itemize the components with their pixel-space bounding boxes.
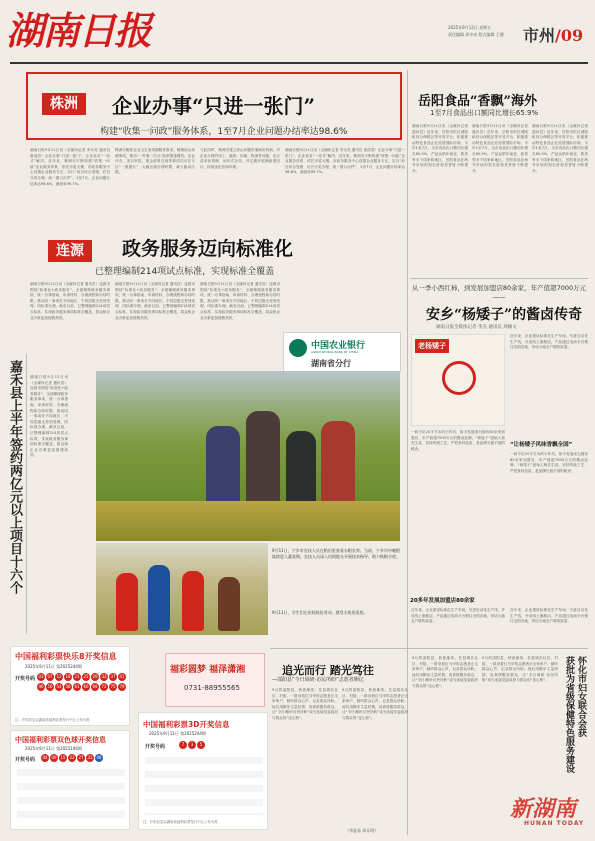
- lottery-ball: 22: [69, 755, 75, 760]
- bottom-body-3: 9月的邵阳县，秋意渐浓。在县城各社区、村组，一群身着红马甲的志愿者正走家串户，倾听群众心声，记录群众所盼。他们用脚步丈量民情，用真情服务群众，让“今日调研·访民所盼”成为连接党委政府与群众的“连心桥”。: [412, 656, 478, 688]
- right-top-body-2: 湖南日报9月11日讯（全媒体记者 通讯员）近年来，岳阳市依托城陵矶综合保税区等开放平台，积极推动特色食品企业拓展国际市场。今年1至7月，全市食品出口额同比增长65.9%，产品远销东南亚、欧美等多个国家和地区，岳阳食品在海外市场的知名度和美誉度不断提升。: [472, 124, 528, 173]
- right-mid-intro: 从一季小西红柿，到发展加盟店80余家，年产值超7000万元——: [411, 284, 587, 301]
- lottery-ball: 50: [47, 684, 53, 689]
- lottery-ball: 54: [56, 684, 62, 689]
- lottery-ball: 07: [47, 674, 53, 679]
- bank-ad: [283, 332, 401, 372]
- lottery-ball: 33: [101, 674, 107, 679]
- lottery-1-meta: 2025年9月11日 第2025244期: [25, 664, 82, 669]
- lottery-2-table: [17, 769, 125, 825]
- lottery-ball: 37: [110, 674, 116, 679]
- lottery-ball: 66: [83, 684, 89, 689]
- lottery-3-title: 中国福利彩票3D开奖信息: [143, 720, 230, 729]
- lottery-ball: 72: [101, 684, 107, 689]
- vertical-body: 湖南日报9月11日讯（全媒体记者 通讯员）连源市围绕“标准化+政务服务”，全面梳理政务服务事项，统一办事指南、申请材料、办理流程和办结时限，推动同一事项在不同地区、不同层级无差别受理、同标准办理。截至目前，已整理编制214项试点标准，实现政务服务事项标准全覆盖，群众和企业办事更加便捷高效。: [30, 375, 68, 458]
- lottery-3-label: 开奖号码: [145, 744, 166, 750]
- masthead-logo: 湖南日报: [6, 8, 151, 53]
- lottery-ball: 7: [179, 741, 187, 749]
- photo-foreground-rice: [96, 501, 400, 541]
- lottery-1-numbers: [37, 673, 127, 693]
- bank-name: 中国农业银行: [311, 341, 366, 351]
- divider-bottom: [270, 648, 588, 649]
- right-top-subhead: 1至7月食品出口额同比增长65.9%: [430, 109, 539, 117]
- lottery-ball: 69: [92, 684, 98, 689]
- lead-body-2: 株洲市聚焦企业全生命周期服务需求，梳理涉企高频事项，推动“一件事一次办”改革提速增效。企业开办、项目审批、惠企政策兑现等事项均可在专区“一窗通办”，大幅压缩办理时限、减少跑动次数。: [115, 148, 195, 175]
- person-figure: [116, 573, 138, 631]
- bottom-body-2: 9月的邵阳县，秋意渐浓。在县城各社区、村组，一群身着红马甲的志愿者正走家串户，倾听群众心声，记录群众所盼。他们用脚步丈量民情，用真情服务群众，让“今日调研·访民所盼”成为连接党委政府与群众的“连心桥”。: [342, 688, 408, 720]
- right-mid-subheading-2: 20多年发展加盟店80余家: [410, 598, 475, 604]
- story2-tag: 连源: [48, 240, 92, 262]
- photo-caption-2: 9月11日，学生们在田间体验劳动，感受丰收的喜悦。: [272, 610, 368, 615]
- story2-body-1: 湖南日报9月11日讯（全媒体记者 通讯员）连源市围绕“标准化+政务服务”，全面梳理政务服务事项，统一办事指南、申请材料、办理流程和办结时限，推动同一事项在不同地区、不同层级无差别受理、同标准办理。截至目前，已整理编制214项试点标准，实现政务服务事项标准全覆盖，群众和企业办事更加便捷高效。: [30, 282, 110, 320]
- story2-body-2: 湖南日报9月11日讯（全媒体记者 通讯员）连源市围绕“标准化+政务服务”，全面梳理政务服务事项，统一办事指南、申请材料、办理流程和办结时限，推动同一事项在不同地区、不同层级无差别受理、同标准办理。截至目前，已整理编制214项试点标准，实现政务服务事项标准全覆盖，群众和企业办事更加便捷高效。: [115, 282, 195, 320]
- lottery-ball-blue: 08: [96, 755, 102, 760]
- right-top-body-1: 湖南日报9月11日讯（全媒体记者 通讯员）近年来，岳阳市依托城陵矶综合保税区等开放平台，积极推动特色食品企业拓展国际市场。今年1至7月，全市食品出口额同比增长65.9%，产品远销东南亚、欧美等多个国家和地区，岳阳食品在海外市场的知名度和美誉度不断提升。: [412, 124, 468, 173]
- watermark-logo: 新湖南: [510, 796, 577, 822]
- lottery-2-label: 开奖号码: [15, 757, 36, 763]
- watermark-en: HUNAN TODAY: [524, 820, 585, 827]
- story2-subhead: 已整理编制214项试点标准，实现标准全覆盖: [95, 267, 275, 277]
- lottery-2-meta: 2025年9月11日 第2025106期: [25, 746, 82, 751]
- right-mid-body-4: 近年来，企业建设标准化生产车间，引进自动化生产线，开设线上旗舰店，产品通过电商平台销往全国各地，带动当地农户增收致富。: [411, 608, 505, 624]
- lead-body-1: 湖南日报9月11日讯（全媒体记者 李永亮 通讯员 唐清清）企业办事“只进一张门”，企业诉求“一站式”解决。近年来，株洲市不断构建“收集一问政”企业服务体系，依托市委大楼、市政务服务中心设置企业服务专区，实行“前台综合受理、后台分类办理、统一窗口出件”。1至7月，企业问题办结率达98.6%，满意率99.7%。: [30, 148, 110, 186]
- lottery-1-note: 注：开奖信息以湖南省福利彩票发行中心公布为准: [15, 718, 90, 722]
- main-photo: [96, 371, 400, 541]
- lottery-ball: 3: [188, 741, 196, 749]
- person-figure: [148, 565, 170, 631]
- bank-branch: 湖南省分行: [311, 359, 351, 368]
- story2-body-3: 湖南日报9月11日讯（全媒体记者 通讯员）连源市围绕“标准化+政务服务”，全面梳理政务服务事项，统一办事指南、申请材料、办理流程和办结时限，推动同一事项在不同地区、不同层级无差别受理、同标准办理。截至目前，已整理编制214项试点标准，实现政务服务事项标准全覆盖，群众和企业办事更加便捷高效。: [200, 282, 280, 320]
- lottery-2: [10, 730, 130, 830]
- bottom-subhead: —邵阳县“今日调研·访民所盼”志愿者侧记: [272, 677, 364, 683]
- lottery-ball: 25: [83, 674, 89, 679]
- right-vertical-body: 9月的邵阳县，秋意渐浓。在县城各社区、村组，一群身着红马甲的志愿者正走家串户，倾听群众心声，记录群众所盼。他们用脚步丈量民情，用真情服务群众，让“今日调研·访民所盼”成为连接党委政府与群众的“连心桥”。: [482, 656, 558, 683]
- lottery-ball: 18: [65, 674, 71, 679]
- lottery-ball: 31: [87, 755, 93, 760]
- lottery-3: [138, 712, 268, 830]
- right-top-body-3: 湖南日报9月11日讯（全媒体记者 通讯员）近年来，岳阳市依托城陵矶综合保税区等开放平台，积极推动特色食品企业拓展国际市场。今年1至7月，全市食品出口额同比增长65.9%，产品远销东南亚、欧美等多个国家和地区，岳阳食品在海外市场的知名度和美誉度不断提升。: [532, 124, 588, 173]
- lottery-ball: 12: [56, 674, 62, 679]
- lottery-ball: 46: [38, 684, 44, 689]
- lottery-3-meta: 2025年9月11日 第2025244期: [149, 731, 206, 736]
- right-mid-byline: 湖南日报全媒体记者 李杰 通讯员 周楠文: [436, 325, 517, 330]
- ad-title: 福彩圆梦 福泽潇湘: [170, 665, 246, 675]
- right-mid-body-5: 近年来，企业建设标准化生产车间，引进自动化生产线，开设线上旗舰店，产品通过电商平台销往全国各地，带动当地农户增收致富。: [510, 608, 588, 624]
- masthead-date: 2025年9月12日 星期五: [448, 25, 492, 30]
- right-mid-headline: 安乡“杨矮子”的酱卤传奇: [426, 307, 583, 323]
- lottery-ball: 58: [65, 684, 71, 689]
- divider-right-mid: [410, 278, 588, 279]
- vertical-headline: 嘉禾县上半年签约两亿元以上项目十六个: [7, 360, 22, 594]
- ad-hotline: 0731-88955565: [184, 684, 240, 692]
- lottery-3-note: 注：开奖信息以湖南省福利彩票发行中心公布为准: [143, 820, 218, 824]
- photo-caption: 9月11日，宁乡市农技人员在稻田里查看水稻长势。当前，宁乡市中晚稻陆续进入灌浆期，农技人员深入田间地头开展技术指导，助力秋粮丰收。: [272, 548, 400, 559]
- lottery-1: [10, 646, 130, 726]
- bank-logo-icon: [289, 339, 307, 357]
- secondary-photo: [96, 543, 268, 635]
- right-mid-body-3: 一间不足20平方米的小作坊，如今发展成为拥有80余家加盟店、年产值超7000万元的酱卤品牌。“杨矮子”创始人杨先生说，坚持传统工艺、严把食材品质，是品牌长盛不衰的秘诀。: [510, 452, 588, 473]
- lead-tag: 株洲: [42, 93, 86, 115]
- brand-label: 老杨矮子: [415, 339, 449, 353]
- lottery-ball: 09: [51, 755, 57, 760]
- lottery-ball: 03: [38, 674, 44, 679]
- lottery-ball: 79: [119, 684, 125, 689]
- person-figure: [182, 571, 204, 631]
- lottery-ball: 61: [74, 684, 80, 689]
- lottery-2-title: 中国福利彩票双色球开奖信息: [15, 736, 106, 744]
- right-mid-body-1: 一间不足20平方米的小作坊，如今发展成为拥有80余家加盟店、年产值超7000万元的酱卤品牌。“杨矮子”创始人杨先生说，坚持传统工艺、严把食材品质，是品牌长盛不衰的秘诀。: [411, 430, 505, 451]
- lead-headline: 企业办事“只进一张门”: [112, 94, 316, 118]
- lottery-3-table: [145, 757, 263, 815]
- lottery-ball: 21: [74, 674, 80, 679]
- right-mid-subheading-1: “让杨矮子风味香飘全国”: [510, 442, 573, 448]
- lottery-ball: 29: [92, 674, 98, 679]
- lottery-ball: 27: [78, 755, 84, 760]
- right-vertical-headline-1: 怀化市妇女联合会获: [576, 656, 586, 737]
- right-top-headline: 岳阳食品“香飘”海外: [418, 94, 537, 109]
- welfare-ad: [165, 653, 265, 707]
- lottery-ball: 15: [60, 755, 66, 760]
- person-figure: [218, 577, 240, 631]
- brand-image: [411, 334, 505, 426]
- lead-subhead: 构建“收集一问政”服务体系，1至7月企业问题办结率达98.6%: [100, 127, 348, 137]
- lottery-ball: 41: [119, 674, 125, 679]
- story2-headline: 政务服务迈向标准化: [122, 238, 294, 260]
- brand-logo-icon: [442, 361, 476, 395]
- lottery-ball: 5: [197, 741, 205, 749]
- masthead-rule: [10, 62, 588, 64]
- bank-name-en: AGRICULTURAL BANK OF CHINA: [311, 350, 359, 354]
- divider-vertical-left: [26, 354, 27, 634]
- right-vertical-headline-2: 获批为省级保健特色服务建设: [564, 656, 574, 773]
- bottom-headline: 追光而行 踏光笃往: [282, 664, 374, 677]
- lottery-ball: 75: [110, 684, 116, 689]
- right-mid-body-2: 近年来，企业建设标准化生产车间，引进自动化生产线，开设线上旗舰店，产品通过电商平台销往全国各地，带动当地农户增收致富。: [510, 334, 588, 350]
- lottery-ball: 04: [42, 755, 48, 760]
- bottom-body-1: 9月的邵阳县，秋意渐浓。在县城各社区、村组，一群身着红马甲的志愿者正走家串户，倾听群众心声，记录群众所盼。他们用脚步丈量民情，用真情服务群众，让“今日调研·访民所盼”成为连接党委政府与群众的“连心桥”。: [272, 688, 338, 720]
- lottery-1-title: 中国福利彩票快乐8开奖信息: [15, 652, 117, 661]
- section-name: 市州/09: [523, 26, 584, 45]
- masthead-editors: 责任编辑 周冬亮 版式编辑 王健: [448, 32, 504, 37]
- lead-body-3: 与此同时，株洲市建立涉企问题快速响应机制，对企业反映的用工、融资、用地、物流等问题，实行清单化管理、闭环式办结，并定期开展满意度回访，持续优化营商环境。: [200, 148, 280, 169]
- lead-body-4: 湖南日报9月11日讯（全媒体记者 李永亮 通讯员 唐清清）企业办事“只进一张门”，企业诉求“一站式”解决。近年来，株洲市不断构建“收集一问政”企业服务体系，依托市委大楼、市政务服务中心设置企业服务专区，实行“前台综合受理、后台分类办理、统一窗口出件”。1至7月，企业问题办结率达98.6%，满意率99.7%。: [285, 148, 405, 175]
- lottery-1-label: 开奖号码: [15, 676, 36, 682]
- bottom-byline: （李显易 周乐明）: [345, 828, 379, 833]
